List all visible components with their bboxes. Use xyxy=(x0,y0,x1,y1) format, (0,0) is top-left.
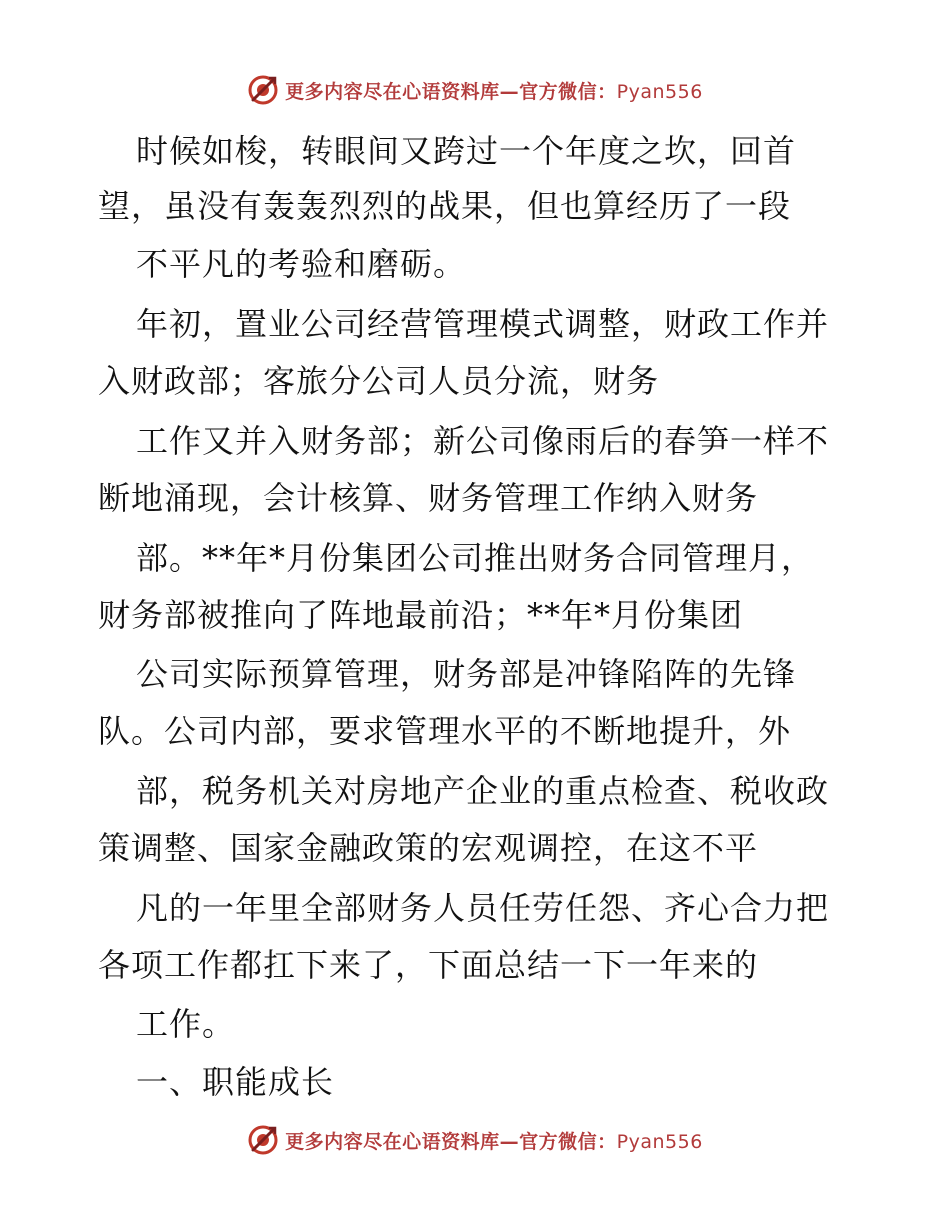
banner-title: 更多内容尽在心语资料库—官方微信： xyxy=(285,80,617,103)
text-line: 部。**年*月份集团公司推出财务合同管理月， xyxy=(136,539,815,577)
text-line: 部，税务机关对房地产企业的重点检查、税收政 xyxy=(136,772,830,810)
text-line: 公司实际预算管理，财务部是冲锋陷阵的先锋 xyxy=(136,655,797,693)
footer-banner xyxy=(0,1120,950,1160)
text-line: 断地涌现，会计核算、财务管理工作纳入财务 xyxy=(98,479,759,517)
banner-wechat-id: Pyan556 xyxy=(616,80,703,103)
text-line: 策调整、国家金融政策的宏观调控，在这不平 xyxy=(98,829,759,867)
text-line: 不平凡的考验和磨砺。 xyxy=(136,245,467,283)
logo-icon xyxy=(247,1124,279,1156)
banner-wechat-id: Pyan556 xyxy=(616,1130,703,1153)
text-line: 财务部被推向了阵地最前沿；**年*月份集团 xyxy=(98,596,744,634)
text-line: 年初，置业公司经营管理模式调整，财政工作并 xyxy=(136,305,830,343)
logo-icon xyxy=(247,74,279,106)
text-line: 望，虽没有轰轰烈烈的战果，但也算经历了一段 xyxy=(98,187,792,225)
text-line: 凡的一年里全部财务人员任劳任怨、齐心合力把 xyxy=(136,889,830,927)
text-line: 工作。 xyxy=(136,1005,236,1043)
text-line: 队。公司内部，要求管理水平的不断地提升，外 xyxy=(98,712,792,750)
text-line: 各项工作都扛下来了，下面总结一下一年来的 xyxy=(98,946,759,984)
header-banner xyxy=(0,70,950,110)
banner-title: 更多内容尽在心语资料库—官方微信： xyxy=(285,1130,617,1153)
text-line: 时候如梭，转眼间又跨过一个年度之坎，回首 xyxy=(136,132,797,170)
banner-text xyxy=(285,1127,703,1154)
text-line: 入财政部；客旅分公司人员分流，财务 xyxy=(98,362,660,400)
text-line: 工作又并入财务部；新公司像雨后的春笋一样不 xyxy=(136,422,830,460)
section-heading: 一、职能成长 xyxy=(136,1063,335,1101)
banner-text xyxy=(285,77,703,104)
